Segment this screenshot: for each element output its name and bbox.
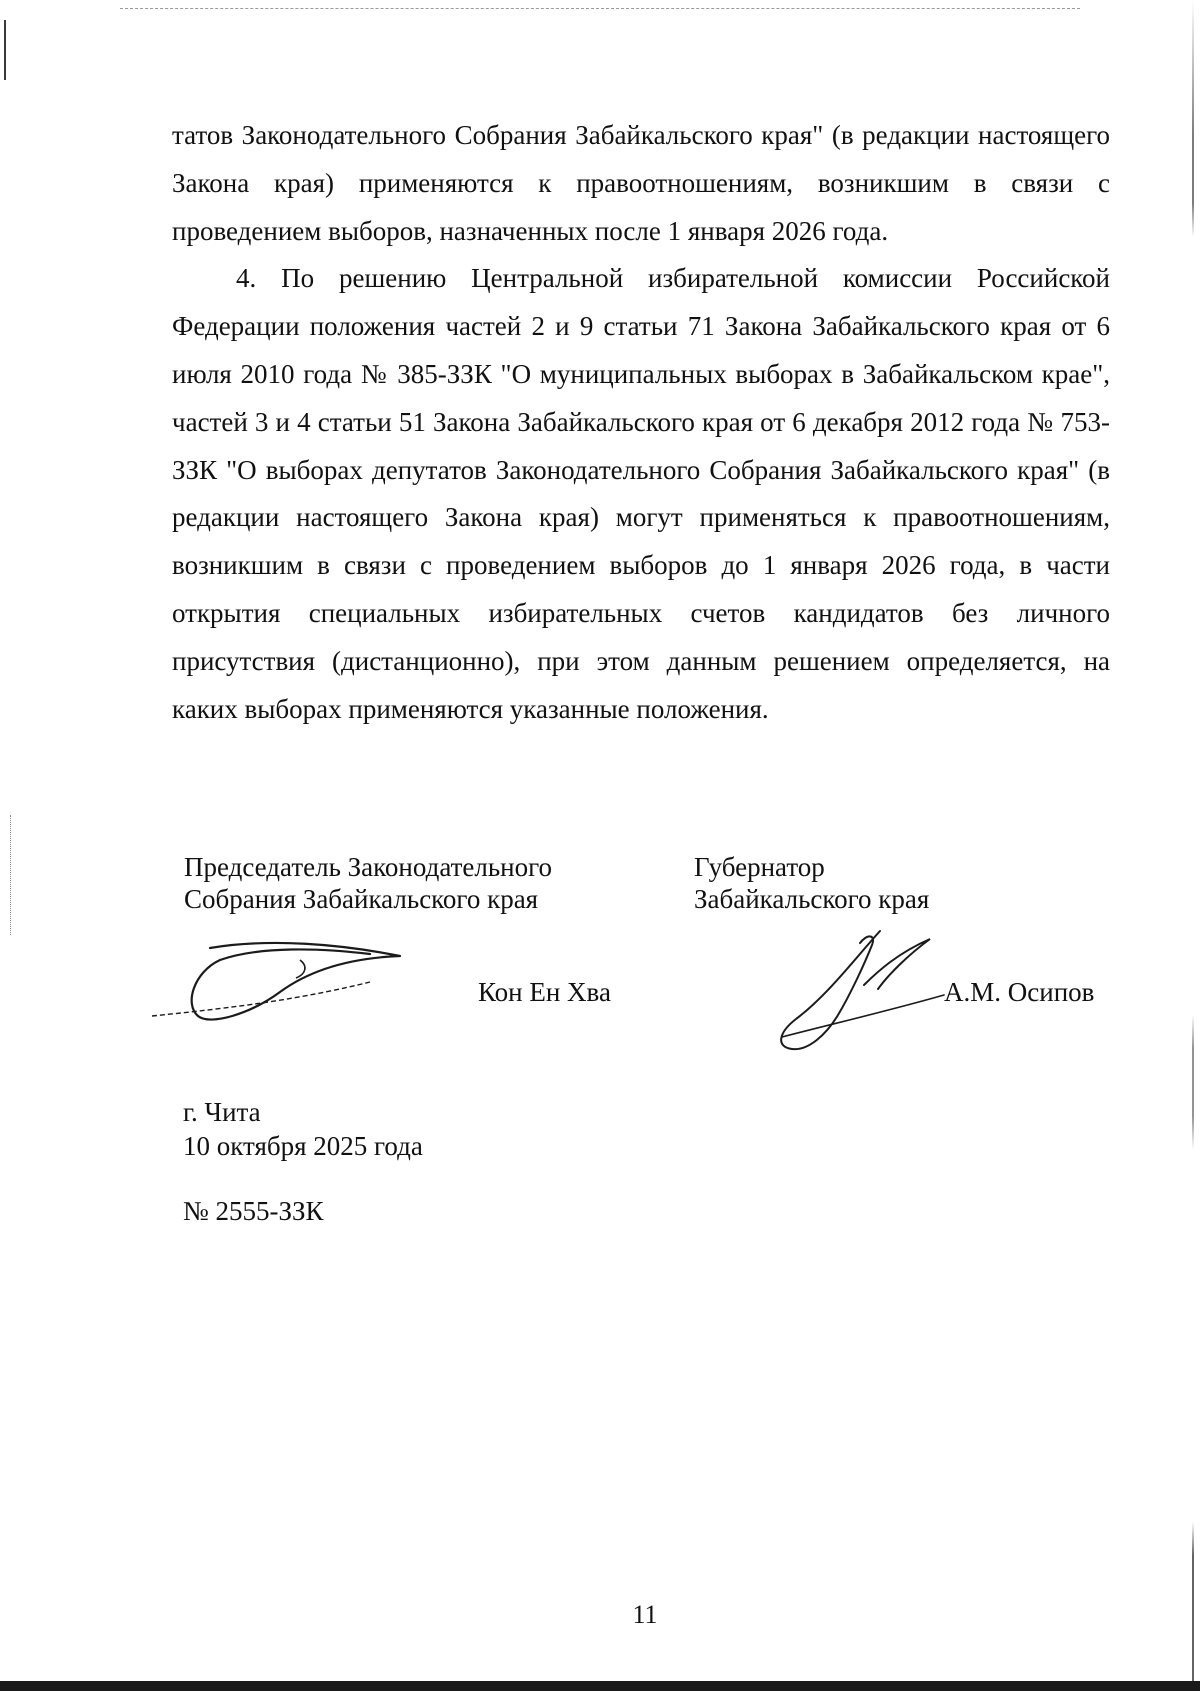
paragraph-continued: татов Законодательного Собрания Забайкальского края" (в редакции настоящего Закона края) применяются к правоотношениям, возникшим в связи с проведением выборов, назначенных после 1 января 2026 года. — [172, 120, 1110, 246]
left-title-line1: Председатель Законодательного — [184, 852, 553, 882]
footer-city: г. Чита — [183, 1097, 261, 1127]
paragraph-4: 4. По решению Центральной избирательной комиссии Российской Федерации положения частей 2 и 9 статьи 71 Закона Забайкальского края от 6 июля 2010 года № 385-ЗЗК "О муниципальных выборах в Забайкальском крае", частей 3 и 4 статьи 51 Закона Забайкальского края от 6 декабря 2012 года № 753-ЗЗК "О выборах депутатов Законодательного Собрания Забайкальского края" (в редакции настоящего Закона края) могут применяться к правоотношениям, возникшим в связи с проведением выборов до 1 января 2026 года, в части открытия специальных избирательных счетов кандидатов без личного присутствия (дистанционно), при этом данным решением определяется, на каких выборах применяются указанные положения. — [172, 263, 1110, 724]
scan-edge-right — [1192, 0, 1194, 1691]
left-signatory-title — [184, 851, 552, 915]
scan-edge-top — [120, 8, 1080, 9]
page-number: 11 — [632, 1600, 658, 1629]
right-title-line1: Губернатор — [694, 852, 825, 882]
left-handwritten-signature — [150, 930, 410, 1040]
right-title-line2: Забайкальского края — [694, 884, 930, 914]
footer-date: 10 октября 2025 года — [183, 1131, 423, 1161]
left-signatory-name: Кон Ен Хва — [478, 977, 611, 1007]
right-signatory-title — [694, 851, 929, 915]
scan-edge-left-lower — [10, 815, 11, 935]
footer-law-number: № 2555-ЗЗК — [183, 1196, 324, 1226]
right-handwritten-signature — [768, 925, 948, 1055]
right-signatory-name: А.М. Осипов — [944, 977, 1095, 1007]
document-body — [172, 112, 1110, 733]
scan-edge-left — [4, 20, 6, 80]
scan-edge-bottom — [0, 1681, 1200, 1691]
left-title-line2: Собрания Забайкальского края — [184, 884, 539, 914]
